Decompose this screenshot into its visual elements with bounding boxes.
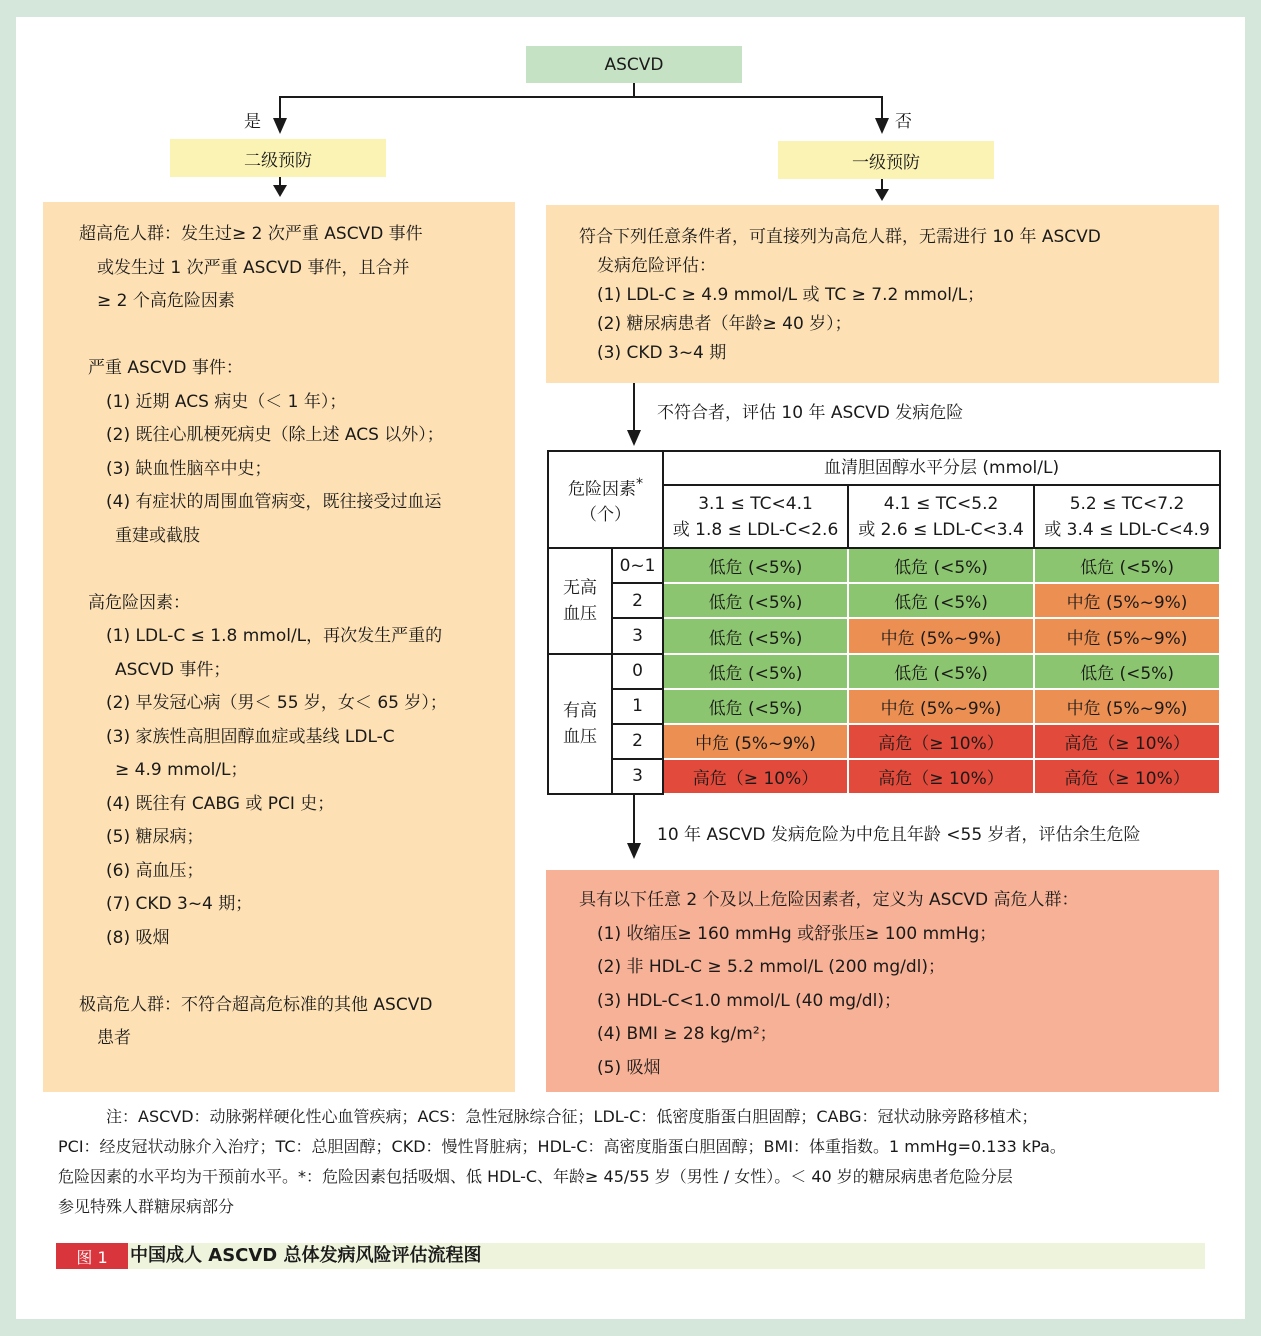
left-panel-line: 患者 bbox=[97, 1028, 131, 1048]
risk-cell-low: 低危 (<5%) bbox=[663, 654, 848, 689]
hypertension-group-label bbox=[548, 654, 612, 794]
arrow-no bbox=[875, 118, 889, 134]
risk-cell-mid: 中危 (5%~9%) bbox=[1034, 618, 1220, 653]
connector-to-lifetime bbox=[633, 795, 635, 845]
risk-cell-low: 低危 (<5%) bbox=[848, 583, 1034, 618]
connector-top-down bbox=[633, 83, 635, 97]
connector-right-down bbox=[881, 96, 883, 120]
right-bottom-panel-line: (4) BMI ≥ 28 kg/m²； bbox=[597, 1024, 777, 1044]
right-bottom-panel-line: (1) 收缩压≥ 160 mmHg 或舒张压≥ 100 mmHg； bbox=[597, 923, 997, 944]
arrow-yes bbox=[273, 118, 287, 134]
table-row bbox=[548, 689, 1220, 724]
risk-factor-count: 3 bbox=[612, 759, 663, 794]
risk-cell-low: 低危 (<5%) bbox=[663, 583, 848, 618]
risk-cell-high: 高危（≥ 10%） bbox=[1034, 759, 1220, 794]
right-top-panel-line: (1) LDL-C ≥ 4.9 mmol/L 或 TC ≥ 7.2 mmol/L； bbox=[597, 285, 985, 305]
risk-factor-count: 1 bbox=[612, 689, 663, 724]
column-ldl-range: 或 2.6 ≤ LDL-C<3.4 bbox=[858, 519, 1024, 540]
left-panel-line: (1) LDL-C ≤ 1.8 mmol/L，再次发生严重的 bbox=[106, 626, 443, 646]
flowchart-canvas bbox=[16, 17, 1245, 1319]
risk-cell-mid: 中危 (5%~9%) bbox=[1034, 583, 1220, 618]
group-label-line1: 有高 bbox=[563, 700, 597, 721]
left-panel-line: (8) 吸烟 bbox=[106, 927, 170, 948]
risk-cell-mid: 中危 (5%~9%) bbox=[848, 689, 1034, 724]
secondary-prevention-box: 二级预防 bbox=[170, 139, 386, 177]
group-label-line2: 血压 bbox=[563, 603, 597, 624]
arrow-to-lifetime bbox=[627, 843, 641, 859]
left-panel-line: (2) 既往心肌梗死病史（除上述 ACS 以外）； bbox=[106, 425, 444, 445]
left-panel-line: 超高危人群：发生过≥ 2 次严重 ASCVD 事件 bbox=[79, 224, 423, 244]
left-panel-line: ASCVD 事件； bbox=[115, 659, 231, 680]
risk-table bbox=[547, 450, 1221, 795]
arrow2-label: 10 年 ASCVD 发病危险为中危且年龄 <55 岁者，评估余生危险 bbox=[657, 825, 1141, 845]
risk-factor-mark: * bbox=[635, 475, 644, 492]
left-panel-line: (1) 近期 ACS 病史（＜ 1 年）； bbox=[106, 391, 347, 412]
left-panel-line: (7) CKD 3~4 期； bbox=[106, 894, 253, 914]
right-bottom-panel-line: (2) 非 HDL-C ≥ 5.2 mmol/L (200 mg/dl)； bbox=[597, 957, 945, 977]
table-row bbox=[548, 618, 1220, 653]
risk-cell-high: 高危（≥ 10%） bbox=[663, 759, 848, 794]
left-panel-line: 严重 ASCVD 事件： bbox=[88, 358, 243, 378]
footnote-line: 参见特殊人群糖尿病部分 bbox=[58, 1197, 235, 1216]
connector-to-table bbox=[633, 383, 635, 433]
left-panel-line: (3) 缺血性脑卒中史； bbox=[106, 458, 272, 479]
group-label-line1: 无高 bbox=[563, 577, 597, 598]
connector-horizontal bbox=[279, 96, 883, 98]
risk-cell-low: 低危 (<5%) bbox=[848, 548, 1034, 583]
cholesterol-header: 血清胆固醇水平分层 (mmol/L) bbox=[663, 451, 1220, 485]
connector-left-down bbox=[279, 96, 281, 120]
risk-factor-label: 危险因素 bbox=[567, 479, 636, 500]
left-panel-line: ≥ 4.9 mmol/L； bbox=[115, 760, 248, 780]
table-row bbox=[548, 583, 1220, 618]
risk-cell-low: 低危 (<5%) bbox=[1034, 654, 1220, 689]
arrow1-label: 不符合者，评估 10 年 ASCVD 发病危险 bbox=[657, 403, 964, 423]
figure-tag: 图 1 bbox=[56, 1243, 128, 1269]
right-bottom-panel-line: 具有以下任意 2 个及以上危险因素者，定义为 ASCVD 高危人群： bbox=[579, 890, 1079, 910]
column-tc-range: 3.1 ≤ TC<4.1 bbox=[698, 493, 813, 514]
risk-factor-count: 2 bbox=[612, 724, 663, 759]
ascvd-node: ASCVD bbox=[526, 46, 742, 83]
risk-cell-low: 低危 (<5%) bbox=[848, 654, 1034, 689]
risk-cell-low: 低危 (<5%) bbox=[1034, 548, 1220, 583]
column-tc-range: 5.2 ≤ TC<7.2 bbox=[1069, 493, 1185, 514]
left-panel-line: 或发生过 1 次严重 ASCVD 事件，且合并 bbox=[97, 257, 410, 278]
group-label-line2: 血压 bbox=[563, 726, 597, 747]
hypertension-group-label bbox=[548, 548, 612, 653]
table-row bbox=[548, 759, 1220, 794]
right-bottom-panel-line: (3) HDL-C<1.0 mmol/L (40 mg/dl)； bbox=[597, 990, 901, 1011]
risk-cell-low: 低危 (<5%) bbox=[663, 548, 848, 583]
left-panel-line: 极高危人群：不符合超高危标准的其他 ASCVD bbox=[79, 994, 433, 1015]
table-row bbox=[548, 548, 1220, 583]
risk-cell-low: 低危 (<5%) bbox=[663, 689, 848, 724]
cholesterol-column-header bbox=[1034, 485, 1220, 548]
right-top-panel-line: (3) CKD 3~4 期 bbox=[597, 343, 727, 363]
risk-factor-count: 0 bbox=[612, 654, 663, 689]
lifetime-risk-panel bbox=[546, 870, 1219, 1092]
left-panel-line: (4) 有症状的周围血管病变，既往接受过血运 bbox=[106, 492, 442, 512]
right-top-panel-line: 发病危险评估： bbox=[597, 256, 716, 276]
left-panel-line: (2) 早发冠心病（男＜ 55 岁，女＜ 65 岁）； bbox=[106, 693, 447, 713]
secondary-prevention-panel bbox=[43, 202, 515, 1092]
risk-factor-count: 3 bbox=[612, 618, 663, 653]
risk-cell-mid: 中危 (5%~9%) bbox=[848, 618, 1034, 653]
left-panel-line: (6) 高血压； bbox=[106, 860, 204, 881]
column-ldl-range: 或 1.8 ≤ LDL-C<2.6 bbox=[672, 519, 839, 540]
risk-cell-high: 高危（≥ 10%） bbox=[848, 759, 1034, 794]
table-row bbox=[548, 724, 1220, 759]
column-tc-range: 4.1 ≤ TC<5.2 bbox=[883, 493, 999, 514]
risk-factor-count: 2 bbox=[612, 583, 663, 618]
figure-title: 中国成人 ASCVD 总体发病风险评估流程图 bbox=[130, 1245, 482, 1266]
right-top-panel-line: (2) 糖尿病患者（年龄≥ 40 岁）； bbox=[597, 314, 852, 334]
risk-cell-low: 低危 (<5%) bbox=[663, 618, 848, 653]
left-panel-line: 高危险因素： bbox=[88, 592, 190, 613]
arrow-to-table bbox=[627, 430, 641, 446]
risk-cell-high: 高危（≥ 10%） bbox=[848, 724, 1034, 759]
primary-prevention-box: 一级预防 bbox=[778, 141, 994, 179]
footnote-line: 危险因素的水平均为干预前水平。*：危险因素包括吸烟、低 HDL-C、年龄≥ 45/55 岁（男性 / 女性）。＜ 40 岁的糖尿病患者危险分层 bbox=[58, 1167, 1013, 1186]
left-panel-line: (5) 糖尿病； bbox=[106, 827, 204, 847]
column-ldl-range: 或 3.4 ≤ LDL-C<4.9 bbox=[1044, 519, 1210, 540]
arrow-primary-panel bbox=[875, 189, 889, 201]
branch-yes-label: 是 bbox=[244, 112, 261, 132]
left-panel-line: 重建或截肢 bbox=[115, 525, 200, 546]
right-top-panel-line: 符合下列任意条件者，可直接列为高危人群，无需进行 10 年 ASCVD bbox=[579, 227, 1101, 247]
risk-cell-mid: 中危 (5%~9%) bbox=[1034, 689, 1220, 724]
risk-cell-high: 高危（≥ 10%） bbox=[1034, 724, 1220, 759]
cholesterol-column-header bbox=[663, 485, 848, 548]
risk-factor-header bbox=[548, 451, 663, 548]
footnote-line: 注：ASCVD：动脉粥样硬化性心血管疾病；ACS：急性冠脉综合征；LDL-C：低密度脂蛋白胆固醇；CABG：冠状动脉旁路移植术； bbox=[106, 1107, 1038, 1126]
footnote-line: PCI：经皮冠状动脉介入治疗；TC：总胆固醇；CKD：慢性肾脏病；HDL-C：高密度脂蛋白胆固醇；BMI：体重指数。1 mmHg=0.133 kPa。 bbox=[58, 1137, 1066, 1156]
table-row bbox=[548, 654, 1220, 689]
arrow-secondary-panel bbox=[273, 185, 287, 197]
risk-factor-count: 0~1 bbox=[612, 548, 663, 583]
left-panel-line: (4) 既往有 CABG 或 PCI 史； bbox=[106, 793, 335, 814]
cholesterol-column-header bbox=[848, 485, 1034, 548]
branch-no-label: 否 bbox=[895, 112, 912, 132]
risk-cell-mid: 中危 (5%~9%) bbox=[663, 724, 848, 759]
left-panel-line: ≥ 2 个高危险因素 bbox=[97, 291, 235, 311]
left-panel-line: (3) 家族性高胆固醇血症或基线 LDL-C bbox=[106, 726, 395, 747]
direct-high-risk-panel bbox=[546, 205, 1219, 383]
right-bottom-panel-line: (5) 吸烟 bbox=[597, 1057, 661, 1078]
risk-factor-unit: （个） bbox=[580, 505, 631, 526]
